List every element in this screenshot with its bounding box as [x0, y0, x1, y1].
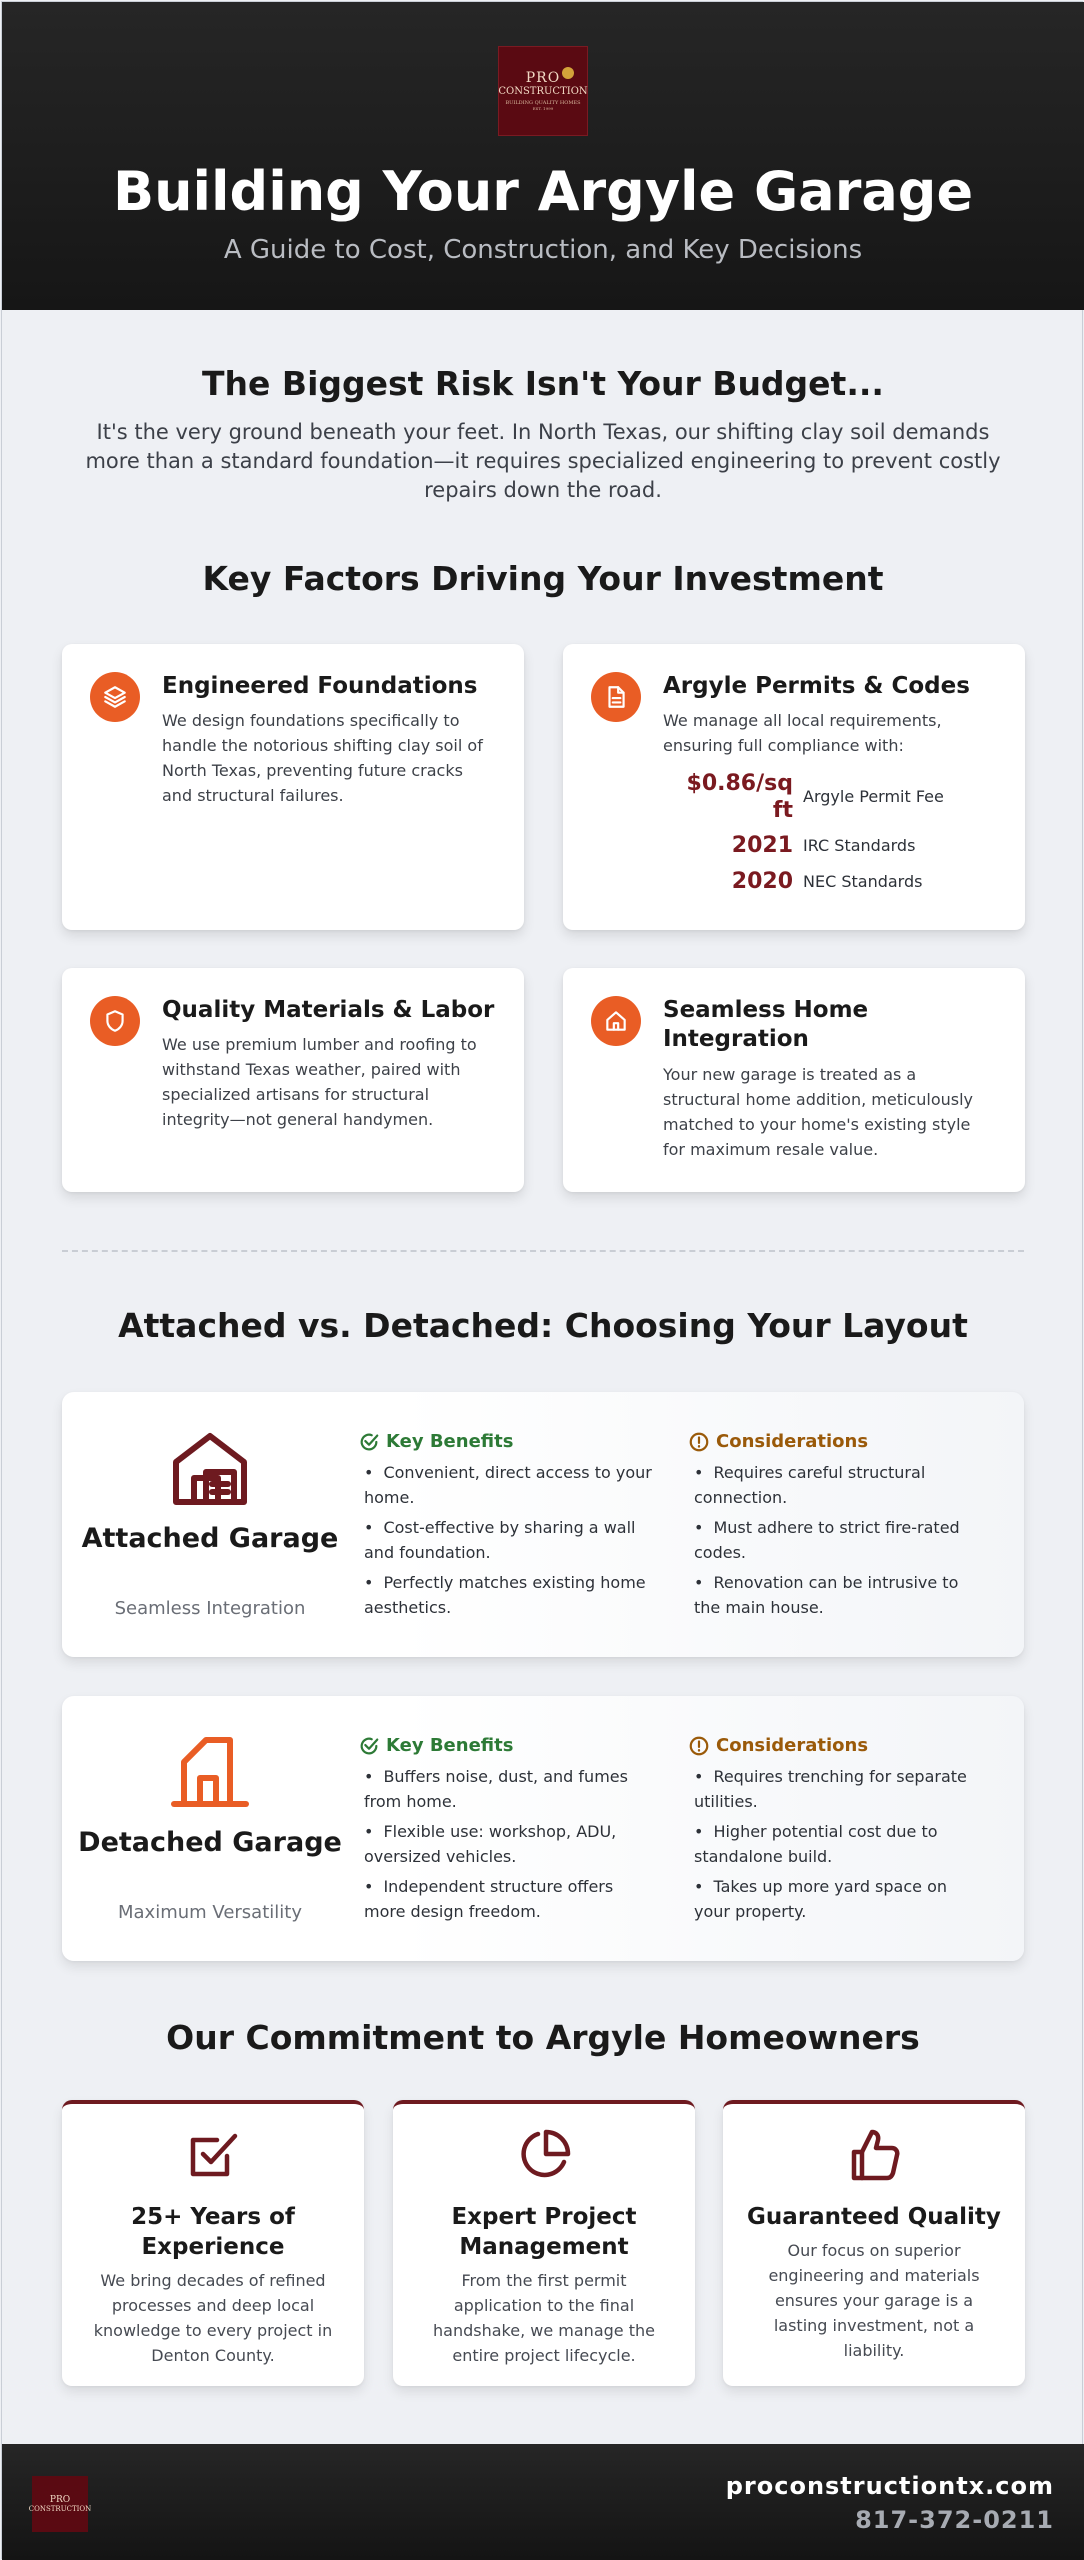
logo-line-1: PRO: [49, 2494, 71, 2505]
factor-card-permits: [563, 644, 1025, 930]
factor-title: Engineered Foundations: [162, 673, 478, 699]
garage-detached-icon: [170, 1732, 250, 1812]
option-name: Detached Garage: [78, 1827, 342, 1858]
layout-heading: Attached vs. Detached: Choosing Your Layout: [118, 1306, 968, 1345]
list-item: • Renovation can be intrusive to the main house.: [688, 1570, 988, 1620]
logo-line-1: PRO: [525, 70, 561, 86]
factor-text: We use premium lumber and roofing to withstand Texas weather, paired with specialized artisans for structural integrity—not general handymen.: [162, 1035, 477, 1129]
detached-garage-card: [62, 1696, 1024, 1961]
detached-garage-summary: [62, 1696, 358, 1961]
list-item: • Buffers noise, dust, and fumes from home.: [358, 1764, 658, 1814]
page: [1, 1, 1083, 2559]
list-item: • Requires trenching for separate utilities.: [688, 1764, 988, 1814]
stat-value: $0.86/sq ft: [686, 771, 793, 823]
attached-garage-summary: [62, 1392, 358, 1657]
phone-link[interactable]: 817-372-0211: [855, 2506, 1054, 2534]
website-link[interactable]: proconstructiontx.com: [725, 2472, 1054, 2500]
benefits-header: [358, 1734, 658, 1758]
list-item: • Higher potential cost due to standalone build.: [688, 1819, 988, 1869]
commitment-card-experience: [62, 2100, 364, 2386]
home-icon: [591, 996, 641, 1046]
list-item: • Independent structure offers more design freedom.: [358, 1874, 658, 1924]
check-circle-icon: [358, 1431, 380, 1453]
shield-icon: [90, 996, 140, 1046]
factor-text: We design foundations specifically to handle the notorious shifting clay soil of North Texas, preventing future cracks and structural failures.: [162, 711, 483, 805]
pie-chart-icon: [518, 2128, 572, 2182]
checkbox-icon: [187, 2128, 241, 2182]
stat-value: 2020: [731, 869, 793, 894]
risk-text: It's the very ground beneath your feet. In North Texas, our shifting clay soil demands more than a standard foundation—it requires specialized engineering to prevent costly repairs down the road.: [85, 420, 1001, 502]
stat-label: NEC Standards: [803, 872, 923, 891]
considerations-column: [688, 1430, 988, 1625]
considerations-header: [688, 1430, 988, 1454]
considerations-label: Considerations: [716, 1431, 869, 1452]
logo-line-2: CONSTRUCTION: [498, 86, 588, 97]
document-icon: [591, 672, 641, 722]
stat-label: IRC Standards: [803, 836, 916, 855]
list-item: • Convenient, direct access to your home.: [358, 1460, 658, 1510]
factor-card-foundations: [62, 644, 524, 930]
page-title: Building Your Argyle Garage: [112, 160, 974, 223]
list-item: • Flexible use: workshop, ADU, oversized vehicles.: [358, 1819, 658, 1869]
option-tagline: Seamless Integration: [114, 1598, 306, 1619]
list-item: • Must adhere to strict fire-rated codes.: [688, 1515, 988, 1565]
benefits-column: [358, 1734, 658, 1929]
benefits-label: Key Benefits: [386, 1431, 514, 1452]
logo-line-2: CONSTRUCTION: [28, 2504, 92, 2513]
considerations-list: [688, 1764, 988, 1924]
section-divider: [62, 1250, 1024, 1252]
list-item: • Perfectly matches existing home aesthetics.: [358, 1570, 658, 1620]
option-tagline: Maximum Versatility: [118, 1902, 302, 1923]
footer-logo[interactable]: [28, 2476, 92, 2532]
stat-permit-fee: [663, 770, 944, 824]
benefits-header: [358, 1430, 658, 1454]
stat-nec: [663, 868, 922, 895]
stat-irc: [663, 832, 915, 859]
commitment-card-management: [393, 2100, 695, 2386]
garage-attached-icon: [170, 1428, 250, 1508]
commitment-title: Expert Project Management: [451, 2204, 637, 2260]
commitment-text: We bring decades of refined processes and deep local knowledge to every project in Denton County.: [93, 2271, 333, 2365]
considerations-list: [688, 1460, 988, 1620]
alert-circle-icon: [688, 1431, 710, 1453]
considerations-label: Considerations: [716, 1735, 869, 1756]
factor-title: Argyle Permits & Codes: [663, 673, 970, 699]
alert-circle-icon: [688, 1735, 710, 1757]
commitment-text: From the first permit application to the final handshake, we manage the entire project lifecycle.: [433, 2271, 655, 2365]
risk-heading: The Biggest Risk Isn't Your Budget...: [202, 364, 884, 403]
commitment-card-quality: [723, 2100, 1025, 2386]
benefits-label: Key Benefits: [386, 1735, 514, 1756]
benefits-list: [358, 1764, 658, 1924]
factor-title: Quality Materials & Labor: [162, 997, 495, 1023]
factor-text: Your new garage is treated as a structural home addition, meticulously matched to your home's existing style for maximum resale value.: [663, 1065, 973, 1159]
commitment-text: Our focus on superior engineering and materials ensures your garage is a lasting investment, not a liability.: [768, 2241, 980, 2360]
factor-card-integration: [563, 968, 1025, 1192]
attached-garage-card: [62, 1392, 1024, 1657]
benefits-list: [358, 1460, 658, 1620]
page-footer: [2, 2444, 1084, 2560]
company-logo[interactable]: [498, 46, 588, 136]
logo-sun-mark: [562, 67, 574, 79]
list-item: • Cost-effective by sharing a wall and foundation.: [358, 1515, 658, 1565]
factor-card-materials: [62, 968, 524, 1192]
benefits-column: [358, 1430, 658, 1625]
stat-value: 2021: [731, 833, 793, 858]
hero-header: [2, 2, 1084, 310]
factor-text: We manage all local requirements, ensuring full compliance with:: [663, 711, 942, 755]
logo-line-3: BUILDING QUALITY HOMES: [505, 100, 581, 106]
list-item: • Takes up more yard space on your property.: [688, 1874, 988, 1924]
factors-heading: Key Factors Driving Your Investment: [202, 559, 884, 598]
list-item: • Requires careful structural connection.: [688, 1460, 988, 1510]
page-subtitle: A Guide to Cost, Construction, and Key Decisions: [223, 235, 863, 265]
commitment-title: Guaranteed Quality: [747, 2204, 1001, 2230]
commitment-title: 25+ Years of Experience: [131, 2204, 295, 2260]
considerations-header: [688, 1734, 988, 1758]
stat-label: Argyle Permit Fee: [803, 787, 944, 806]
logo-line-4: EST. 1999: [532, 106, 554, 111]
option-name: Attached Garage: [81, 1523, 339, 1554]
factor-title: Seamless Home Integration: [663, 997, 869, 1052]
layers-icon: [90, 672, 140, 722]
commitment-heading: Our Commitment to Argyle Homeowners: [166, 2018, 920, 2057]
considerations-column: [688, 1734, 988, 1929]
check-circle-icon: [358, 1735, 380, 1757]
thumbs-up-icon: [848, 2128, 902, 2182]
